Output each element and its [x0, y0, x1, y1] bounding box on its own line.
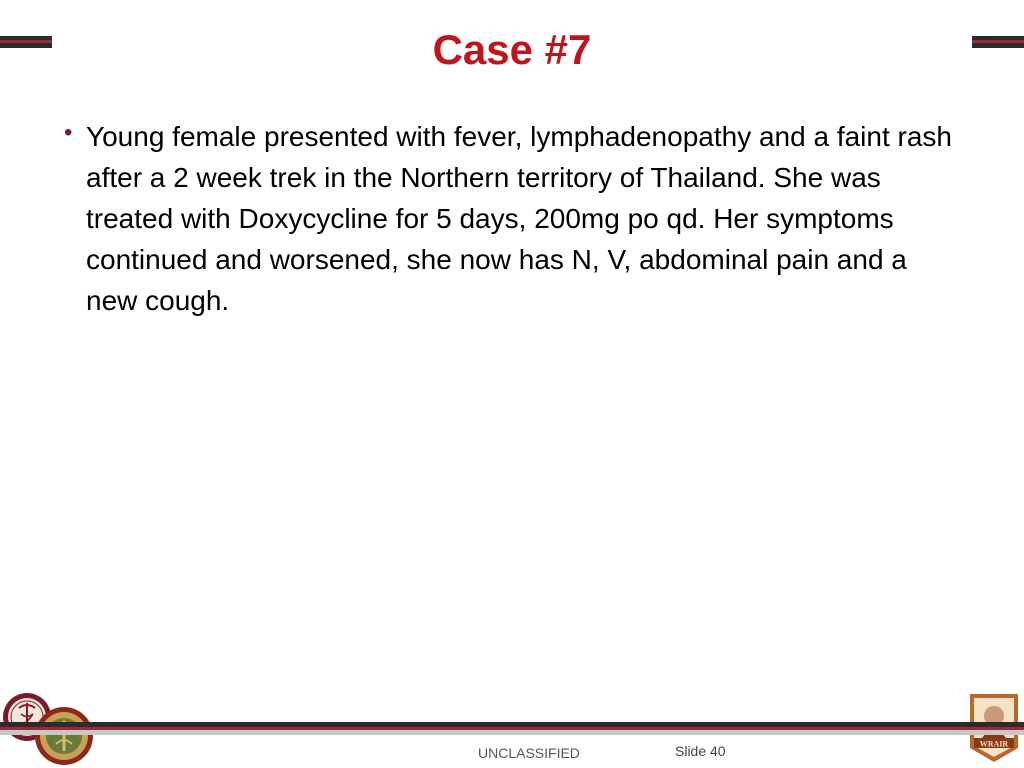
classification-label: UNCLASSIFIED [478, 745, 580, 761]
slide-title: Case #7 [432, 26, 592, 73]
army-medical-command-seal-icon [34, 706, 94, 766]
bullet-icon: • [64, 119, 73, 146]
bullet-list [60, 116, 965, 321]
slide-number: Slide 40 [675, 743, 726, 759]
footer-rule [0, 722, 1024, 736]
wrair-seal-text: WRAIR [979, 739, 1009, 749]
bullet-text: Young female presented with fever, lymphadenopathy and a faint rash after a 2 week trek in the Northern territory of Thailand. She was treated with Doxycycline for 5 days, 200mg po qd. Her symptoms continued and worsened, she now has N, V, abdominal pain and a new cough. [86, 121, 952, 316]
bullet-item [60, 116, 965, 321]
